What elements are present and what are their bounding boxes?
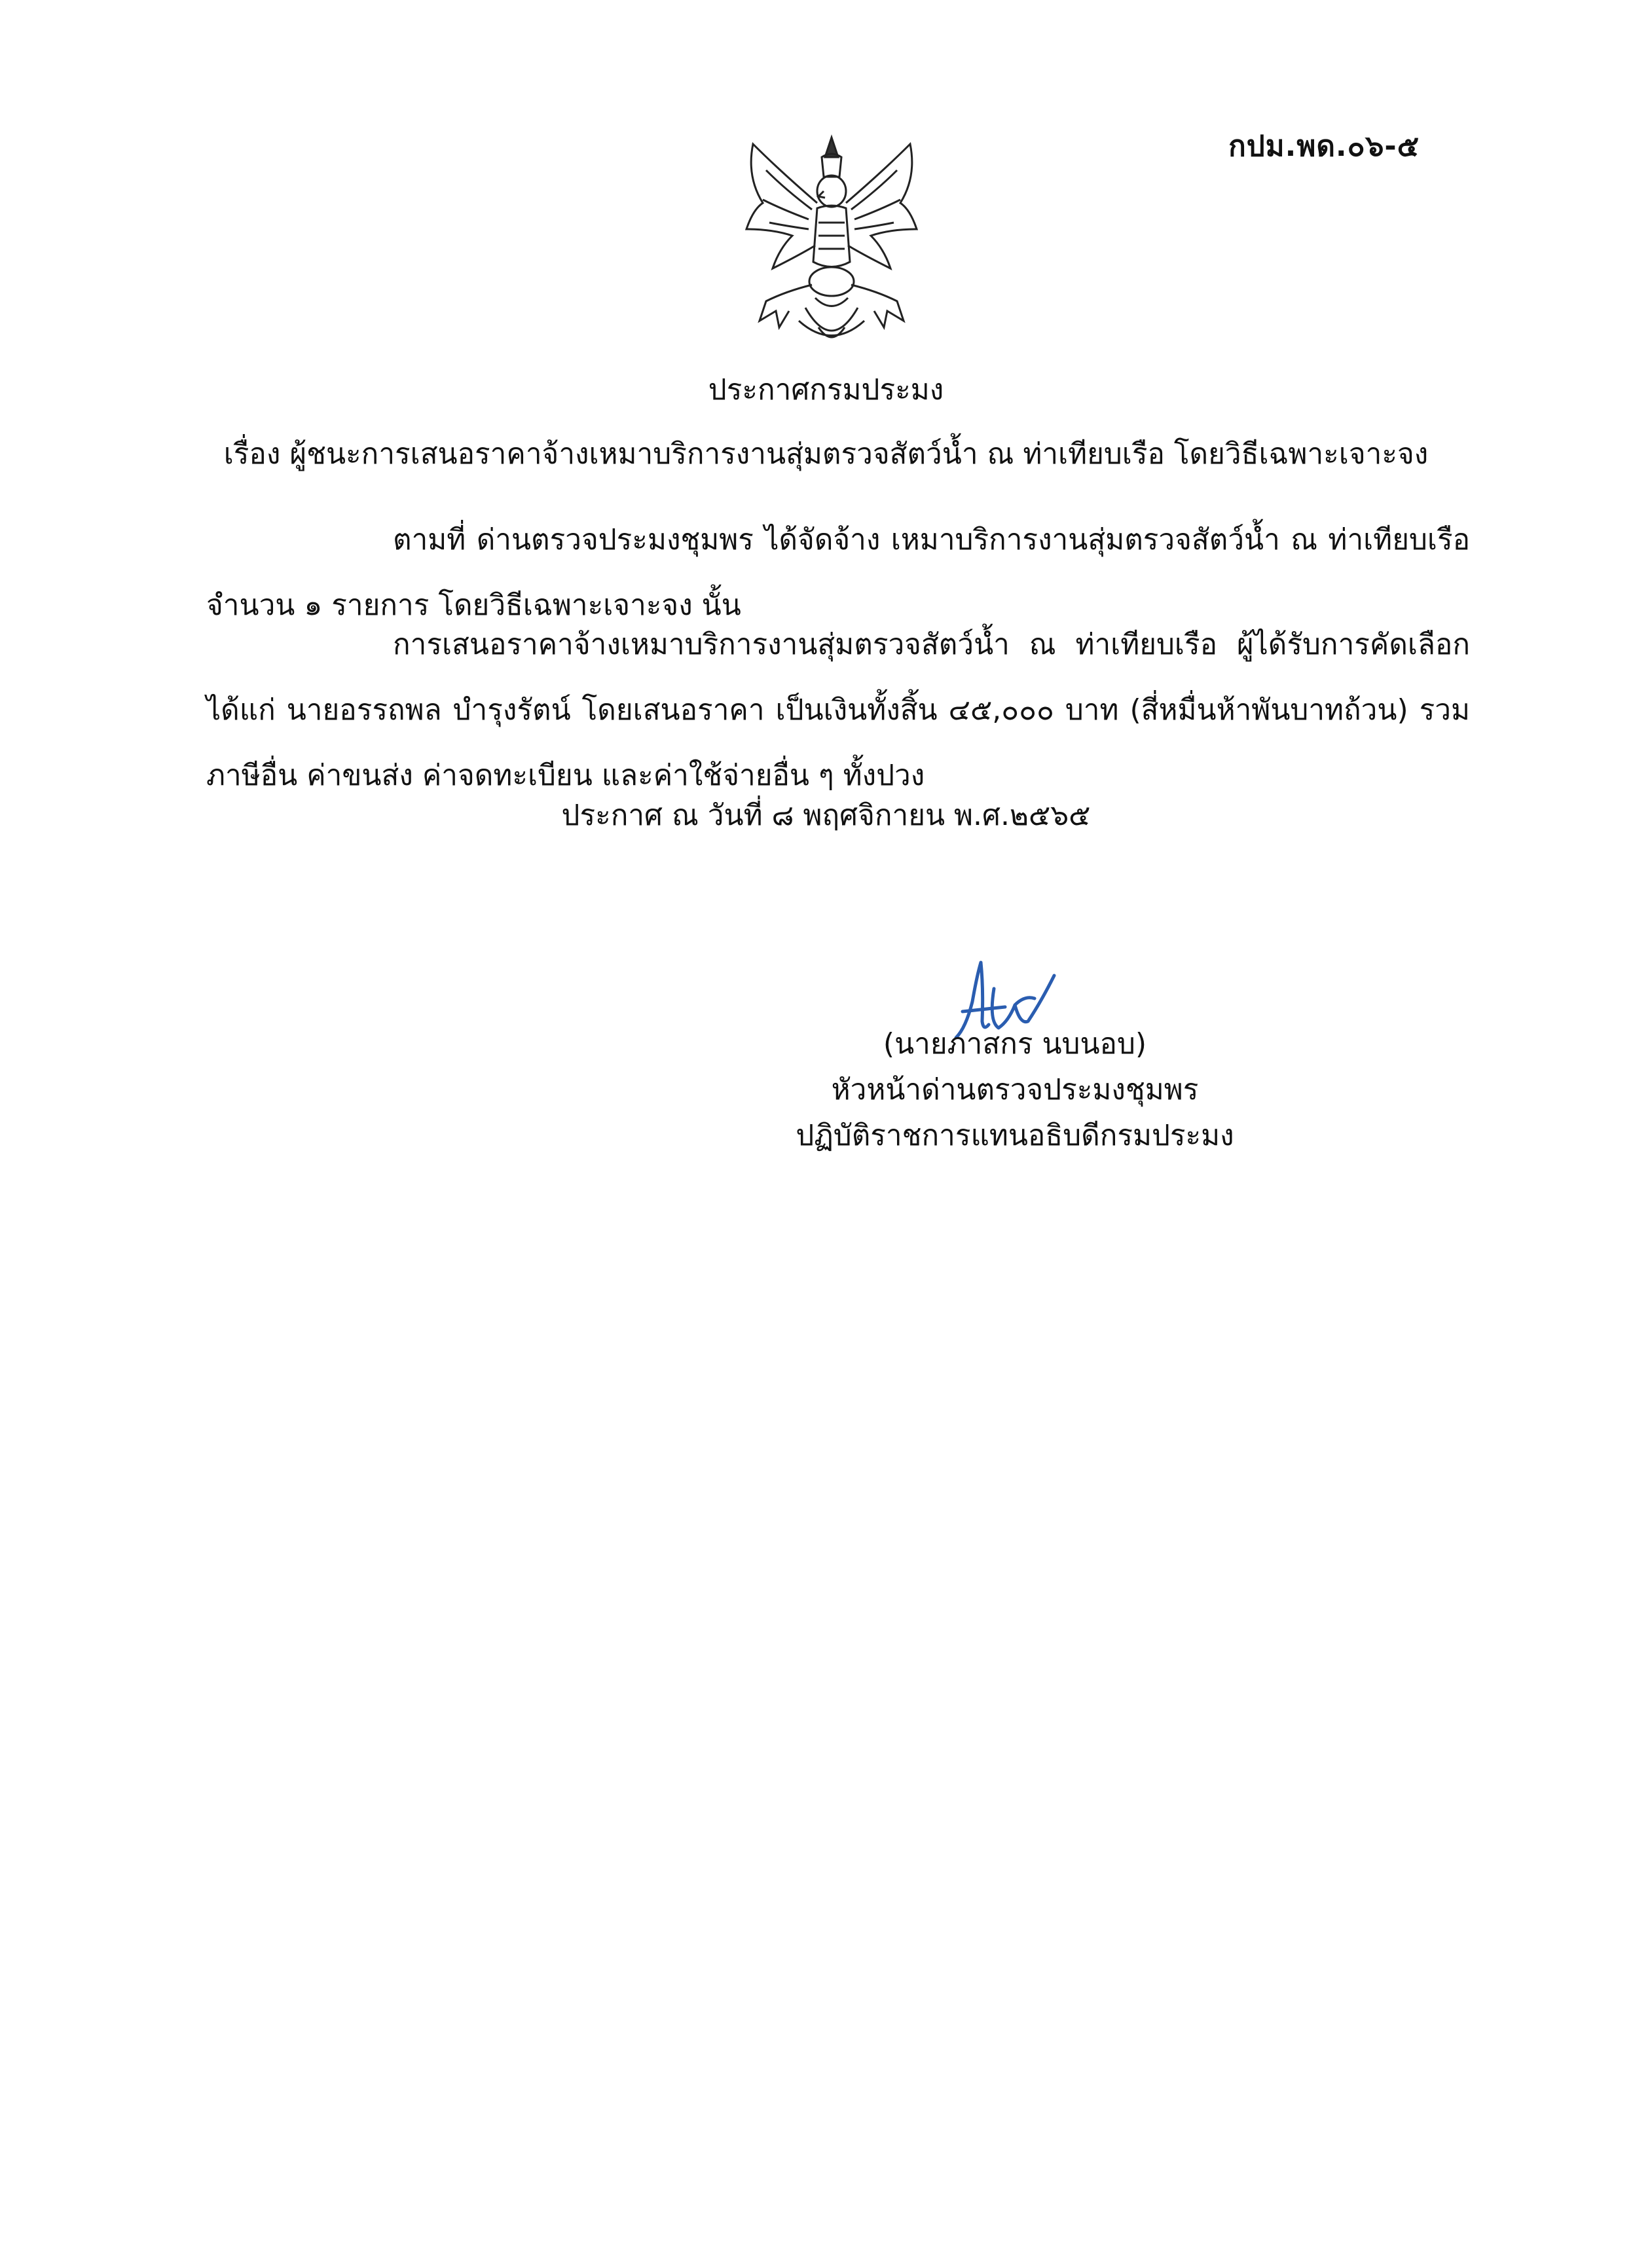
- signer-position: หัวหน้าด่านตรวจประมงชุมพร: [831, 1073, 1199, 1106]
- garuda-emblem-icon: [727, 131, 936, 354]
- announcement-title: ประกาศกรมประมง: [708, 373, 944, 407]
- signer-name: (นายภาสกร นบนอบ): [883, 1027, 1147, 1061]
- paragraph-2-text: การเสนอราคาจ้างเหมาบริการงานสุ่มตรวจสัตว์น้ำ ณ ท่าเทียบเรือ ผู้ได้รับการคัดเลือก ได้แก่ นายอรรถพล บำรุงรัตน์ โดยเสนอราคา เป็นเงินทั้งสิ้น ๔๕,๐๐๐ บาท (สี่หมื่นห้าพันบาทถ้วน) รวมภาษีอื่น ค่าขนส่ง ค่าจดทะเบียน และค่าใช้จ่ายอื่น ๆ ทั้งปวง: [206, 628, 1470, 792]
- paragraph-1-text: ตามที่ ด่านตรวจประมงชุมพร ได้จัดจ้าง เหมาบริการงานสุ่มตรวจสัตว์น้ำ ณ ท่าเทียบเรือ จำนวน ๑ รายการ โดยวิธีเฉพาะเจาะจง นั้น: [206, 523, 1470, 622]
- signer-acting-for: ปฏิบัติราชการแทนอธิบดีกรมประมง: [796, 1119, 1234, 1152]
- paragraph-2: [206, 612, 1470, 809]
- announcement-subject: เรื่อง ผู้ชนะการเสนอราคาจ้างเหมาบริการงานสุ่มตรวจสัตว์น้ำ ณ ท่าเทียบเรือ โดยวิธีเฉพาะเจาะจง: [223, 437, 1429, 471]
- announcement-date: ประกาศ ณ วันที่ ๘ พฤศจิกายน พ.ศ.๒๕๖๕: [561, 799, 1091, 832]
- document-code: กปม.พด.๐๖-๕: [1228, 130, 1420, 163]
- signer-block: [766, 1021, 1264, 1159]
